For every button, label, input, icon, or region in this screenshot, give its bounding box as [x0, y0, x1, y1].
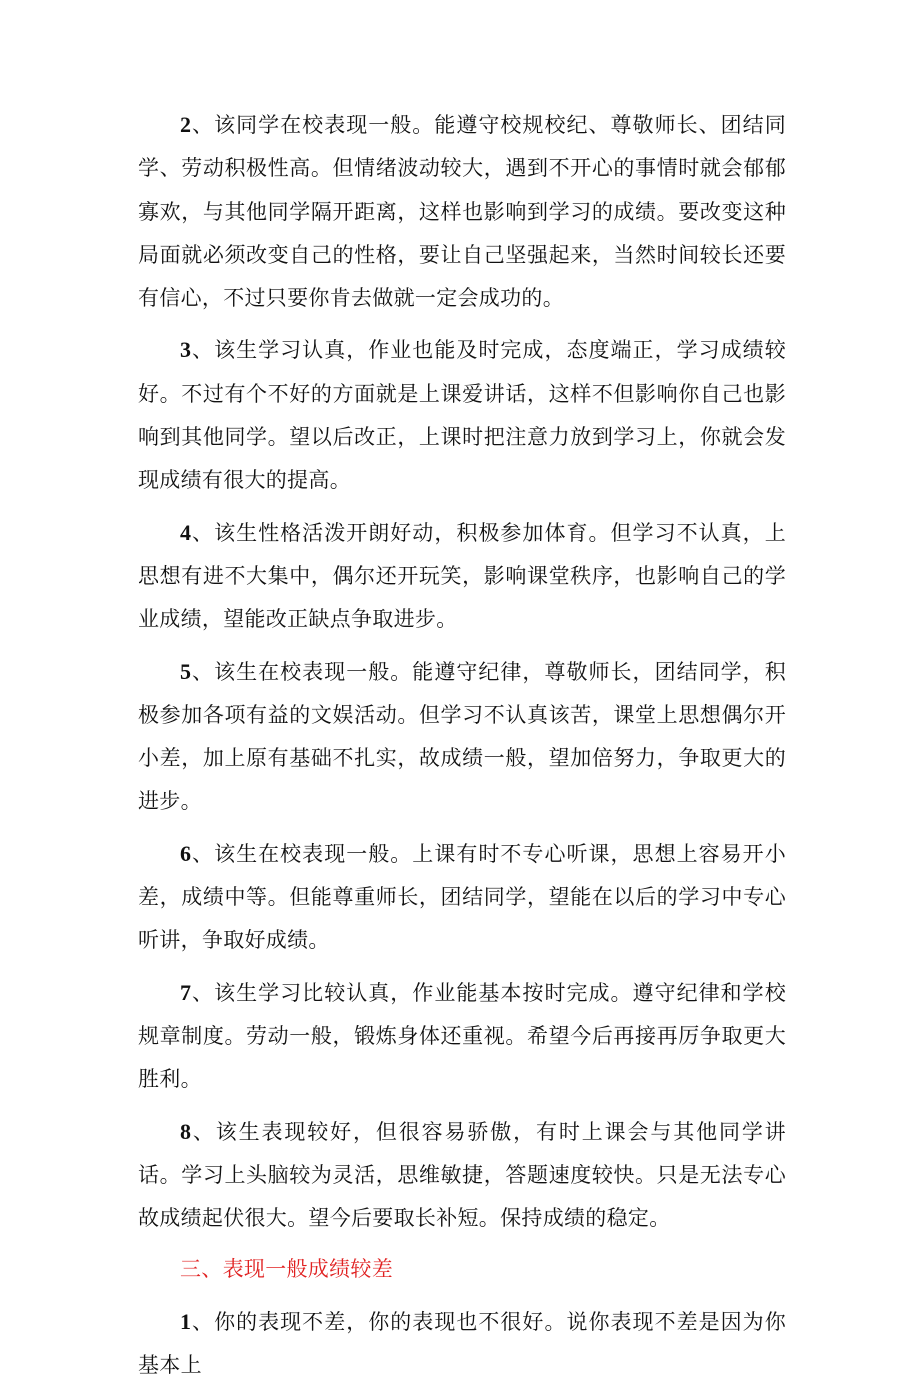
- comment-paragraph-6: [138, 832, 786, 963]
- paragraph-number: 6: [180, 840, 192, 866]
- paragraph-text: 、该生在校表现一般。能遵守纪律，尊敬师长，团结同学，积极参加各项有益的文娱活动。但学习不认真该苦，课堂上思想偶尔开小差，加上原有基础不扎实，故成绩一般，望加倍努力，争取更大的进步。: [138, 659, 786, 814]
- paragraph-number: 1: [180, 1308, 192, 1334]
- paragraph-text: 、你的表现不差，你的表现也不很好。说你表现不差是因为你基本上: [138, 1309, 786, 1378]
- paragraph-number: 2: [180, 112, 192, 137]
- comment-paragraph-4: [138, 511, 786, 642]
- paragraph-text: 、该生在校表现一般。上课有时不专心听课，思想上容易开小差，成绩中等。但能尊重师长，团结同学，望能在以后的学习中专心听讲，争取好成绩。: [138, 841, 786, 953]
- comment-paragraph-2: [138, 103, 786, 320]
- comment-paragraph-3: [138, 328, 786, 502]
- paragraph-number: 4: [180, 519, 192, 545]
- paragraph-number: 8: [180, 1118, 192, 1144]
- comment-paragraph-1: [138, 1300, 786, 1388]
- paragraph-number: 3: [180, 337, 192, 363]
- comment-paragraph-7: [138, 971, 786, 1102]
- section-heading: 三、表现一般成绩较差: [180, 1257, 393, 1282]
- paragraph-text: 、该生表现较好，但很容易骄傲，有时上课会与其他同学讲话。学习上头脑较为灵活，思维敏捷，答题速度较快。只是无法专心故成绩起伏很大。望今后要取长补短。保持成绩的稳定。: [138, 1119, 786, 1231]
- paragraph-number: 7: [180, 979, 192, 1005]
- paragraph-text: 、该生性格活泼开朗好动，积极参加体育。但学习不认真，上思想有进不大集中，偶尔还开玩笑，影响课堂秩序，也影响自己的学业成绩，望能改正缺点争取进步。: [138, 520, 786, 632]
- document-body: [138, 103, 786, 1395]
- comment-paragraph-8: [138, 1110, 786, 1241]
- paragraph-text: 、该生学习比较认真，作业能基本按时完成。遵守纪律和学校规章制度。劳动一般，锻炼身体还重视。希望今后再接再厉争取更大胜利。: [138, 980, 786, 1092]
- paragraph-number: 5: [180, 658, 192, 684]
- paragraph-text: 、该同学在校表现一般。能遵守校规校纪、尊敬师长、团结同学、劳动积极性高。但情绪波动较大，遇到不开心的事情时就会郁郁寡欢，与其他同学隔开距离，这样也影响到学习的成绩。要改变这种局面就必须改变自己的性格，要让自己坚强起来，当然时间较长还要有信心，不过只要你肯去做就一定会成功的。: [138, 113, 786, 311]
- comment-paragraph-5: [138, 650, 786, 824]
- paragraph-text: 、该生学习认真，作业也能及时完成，态度端正，学习成绩较好。不过有个不好的方面就是上课爱讲话，这样不但影响你自己也影响到其他同学。望以后改正，上课时把注意力放到学习上，你就会发现成绩有很大的提高。: [138, 338, 786, 493]
